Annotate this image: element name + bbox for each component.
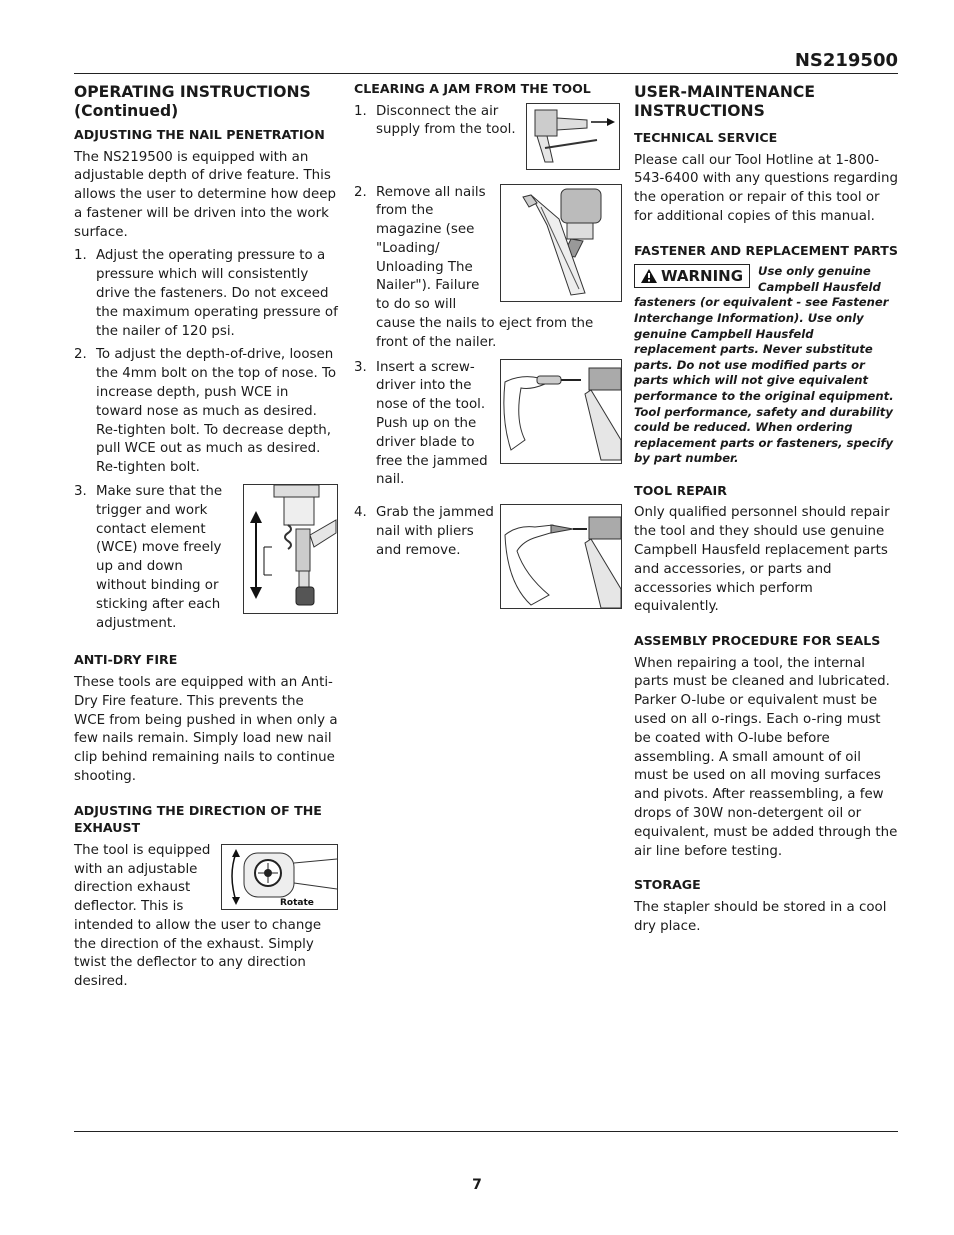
- heading-assembly-seals: ASSEMBLY PROCEDURE FOR SEALS: [634, 633, 881, 649]
- warning-triangle-icon: [641, 269, 657, 283]
- pliers-nail-icon: [501, 505, 621, 608]
- remove-nails-figure: [500, 184, 622, 302]
- tool-repair-text: Only qualified personnel should repair the tool and they should use genuine Campbell Hausfeld replacement parts and accessories, or parts and accessories which perform equivalently.: [634, 505, 890, 615]
- section-title: [634, 83, 898, 121]
- heading-clearing-jam: CLEARING A JAM FROM THE TOOL: [354, 81, 591, 96]
- step-number: 4.: [354, 505, 367, 521]
- screwdriver-figure: [500, 359, 622, 464]
- pliers-figure: [500, 504, 622, 609]
- heading-tool-repair: TOOL REPAIR: [634, 482, 727, 498]
- list-item: [354, 184, 620, 353]
- column-operating-instructions: [74, 80, 338, 992]
- step-number: 1.: [354, 103, 367, 119]
- nail-penetration-intro: The NS219500 is equipped with an adjustable depth of drive feature. This allows the user to determine how deep a fastener will be driven into the work surface.: [74, 149, 337, 240]
- step-text: Make sure that the trigger and work contact element (WCE) move freely up and down without binding or sticking after each adjustment.: [96, 484, 223, 631]
- heading-anti-dry-fire: ANTI-DRY FIRE: [74, 652, 178, 668]
- technical-service-text: Please call our Tool Hotline at 1-800-543-6400 with any questions regarding the operation or repair of this tool or for additional copies of this manual.: [634, 152, 898, 224]
- warning-block: [634, 264, 898, 467]
- heading-exhaust: ADJUSTING THE DIRECTION OF THE EXHAUST: [74, 802, 322, 836]
- assembly-seals-text: When repairing a tool, the internal parts must be cleaned and lubricated. Parker O-lube or equivalent must be used on all o-rings. Each o-ring must be coated with O-lube before assembling. A small amount of oil must be used on all moving surfaces and pivots. After reassembling, a few drops of 30W non-detergent oil or equivalent, must be added through the air line before testing.: [634, 655, 898, 859]
- step-text: Remove all nails from the magazine (see "Loading/ Unloading The Nailer"). Failure to do so will cause the nails to eject from the front of the nailer.: [376, 184, 594, 350]
- disconnect-air-figure: [526, 103, 620, 170]
- page-number: 7: [472, 1177, 482, 1193]
- warning-label: WARNING: [661, 267, 744, 286]
- list-item: [74, 247, 338, 341]
- list-item: [354, 359, 620, 491]
- step-number: 1.: [74, 248, 87, 264]
- anti-dry-fire-text: These tools are equipped with an Anti-Dry Fire feature. This prevents the WCE from being pushed in when only a few nails remain. Simply load new nail clip behind remaining nails to continue shooting.: [74, 674, 338, 784]
- step-text: Grab the jammed nail with pliers and remove.: [376, 505, 494, 558]
- footer-rule: [74, 1131, 898, 1132]
- clearing-jam-steps: [354, 103, 620, 561]
- list-item: [354, 504, 620, 560]
- heading-storage: STORAGE: [634, 877, 701, 893]
- column-user-maintenance: [634, 80, 898, 937]
- step-text: Adjust the operating pressure to a pressure which will consistently drive the fasteners. Do not exceed the maximum operating pressure of the nailer of 120 psi.: [96, 248, 338, 339]
- nailer-disconnect-icon: [527, 104, 619, 169]
- step-text: Insert a screw-driver into the nose of the tool. Push up on the driver blade to free the jammed nail.: [376, 359, 488, 488]
- heading-nail-penetration: ADJUSTING THE NAIL PENETRATION: [74, 127, 325, 142]
- warning-text: Use only genuine Campbell Hausfeld fasteners (or equivalent - see Fastener Interchange Information). Use only genuine Campbell Hausfeld replacement parts. Never substitute parts. Do not use modified parts or parts which will not give equivalent performance to the original equipment. Tool performance, safety and durability could be reduced. When ordering replacement parts or fasteners, specify by part number.: [634, 264, 894, 466]
- title-line-1: OPERATING INSTRUCTIONS: [74, 83, 311, 101]
- title-line-2: INSTRUCTIONS: [634, 102, 765, 120]
- column-clearing-jam: [354, 80, 620, 609]
- header-rule: [74, 73, 898, 74]
- step-number: 3.: [74, 484, 87, 500]
- step-number: 3.: [354, 359, 367, 375]
- warning-badge: [634, 264, 750, 288]
- step-number: 2.: [354, 184, 367, 200]
- wce-diagram-icon: [244, 485, 337, 613]
- section-title: [74, 83, 338, 121]
- list-item: [74, 346, 338, 478]
- heading-technical-service: TECHNICAL SERVICE: [634, 130, 778, 145]
- screwdriver-jam-icon: [501, 360, 621, 463]
- exhaust-deflector-icon: [222, 845, 337, 909]
- list-item: [354, 103, 620, 183]
- heading-fastener-parts: FASTENER AND REPLACEMENT PARTS: [634, 242, 898, 258]
- nailer-magazine-icon: [501, 185, 621, 301]
- exhaust-figure: [221, 844, 338, 910]
- model-number: NS219500: [794, 50, 898, 71]
- exhaust-text: The tool is equipped with an adjustable direction exhaust deflector. This is intended to allow the user to change the direction of the exhaust. Simply twist the deflector to any direction desired.: [74, 842, 322, 990]
- step-number: 2.: [74, 347, 87, 363]
- nail-penetration-steps: [74, 247, 338, 633]
- title-line-2: (Continued): [74, 102, 179, 120]
- title-line-1: USER-MAINTENANCE: [634, 83, 816, 101]
- step-text: Disconnect the air supply from the tool.: [376, 103, 516, 138]
- step-text: To adjust the depth-of-drive, loosen the 4mm bolt on the top of nose. To increase depth, push WCE in toward nose as much as desired. Re-tighten bolt. To decrease depth, pull WCE out as much as desired. Re-tighten bolt.: [96, 347, 337, 476]
- storage-text: The stapler should be stored in a cool dry place.: [634, 899, 887, 934]
- wce-adjustment-figure: [243, 484, 338, 614]
- rotate-label: Rotate: [280, 897, 314, 908]
- list-item: [74, 483, 338, 633]
